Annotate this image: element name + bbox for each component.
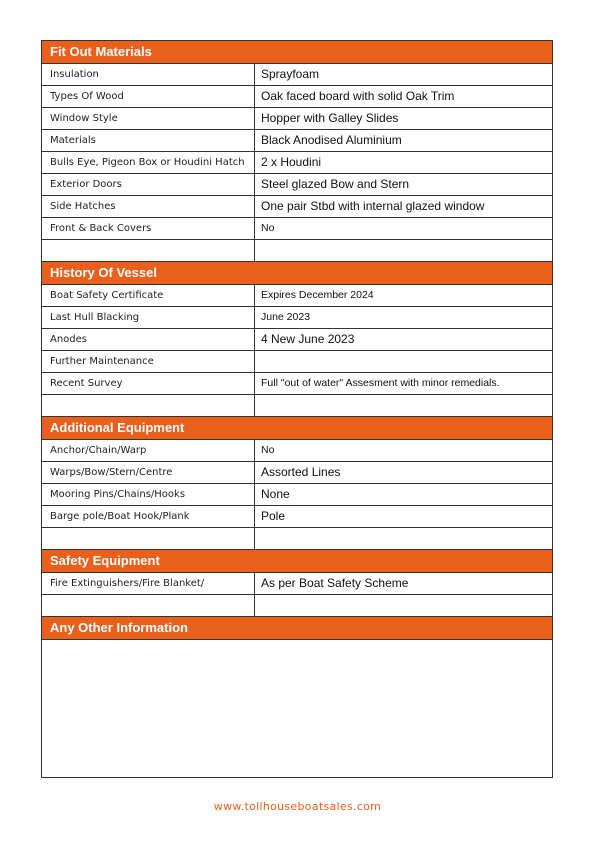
row-value: [255, 595, 552, 616]
table-row: [42, 351, 552, 373]
table-row: [42, 152, 552, 174]
row-label: Fire Extinguishers/Fire Blanket/: [42, 573, 255, 594]
website-url: www.tollhouseboatsales.com: [213, 800, 382, 813]
row-value: [255, 351, 552, 372]
table-row: [42, 462, 552, 484]
row-value: Oak faced board with solid Oak Trim: [261, 89, 455, 103]
row-label: Side Hatches: [42, 196, 255, 217]
row-label: [42, 395, 255, 416]
section-header-additional: Additional Equipment: [42, 417, 552, 440]
row-value: [255, 240, 552, 261]
row-label: Further Maintenance: [42, 351, 255, 372]
row-value: As per Boat Safety Scheme: [261, 576, 409, 590]
row-label: Types Of Wood: [42, 86, 255, 107]
section-header-fit-out: Fit Out Materials: [42, 41, 552, 64]
table-row: [42, 218, 552, 240]
row-label: Barge pole/Boat Hook/Plank: [42, 506, 255, 527]
row-value: Hopper with Galley Slides: [261, 111, 399, 125]
row-label: Insulation: [42, 64, 255, 85]
table-row: [42, 86, 552, 108]
row-value: Black Anodised Aluminium: [261, 133, 402, 147]
table-row: [42, 329, 552, 351]
row-label: Anchor/Chain/Warp: [42, 440, 255, 461]
table-row: [42, 595, 552, 617]
row-value: No: [261, 222, 275, 234]
row-value: 2 x Houdini: [261, 155, 322, 169]
section-header-history: History Of Vessel: [42, 262, 552, 285]
row-value: One pair Stbd with internal glazed window: [261, 199, 485, 213]
row-label: Recent Survey: [42, 373, 255, 394]
table-row: [42, 64, 552, 86]
row-label: Window Style: [42, 108, 255, 129]
row-value: [255, 395, 552, 416]
row-value: June 2023: [261, 311, 311, 323]
row-label: Front & Back Covers: [42, 218, 255, 239]
section-header-other: Any Other Information: [42, 617, 552, 640]
table-row: [42, 196, 552, 218]
other-information-box: [42, 640, 552, 777]
row-label: [42, 595, 255, 616]
section-header-safety: Safety Equipment: [42, 550, 552, 573]
table-row: [42, 528, 552, 550]
table-row: [42, 307, 552, 329]
row-value: No: [261, 444, 275, 456]
row-label: Materials: [42, 130, 255, 151]
table-row: [42, 285, 552, 307]
table-row: [42, 440, 552, 462]
row-value: Assorted Lines: [261, 465, 341, 479]
row-value: None: [261, 487, 290, 501]
table-row: [42, 395, 552, 417]
table-row: [42, 108, 552, 130]
row-label: [42, 528, 255, 549]
row-label: Mooring Pins/Chains/Hooks: [42, 484, 255, 505]
table-row: [42, 240, 552, 262]
row-value: Expires December 2024: [261, 289, 374, 301]
row-label: [42, 240, 255, 261]
row-value: Sprayfoam: [261, 67, 320, 81]
row-label: Boat Safety Certificate: [42, 285, 255, 306]
row-value: Pole: [261, 509, 286, 523]
row-value: Full "out of water" Assesment with minor remedials.: [261, 377, 500, 389]
table-row: [42, 506, 552, 528]
row-label: Last Hull Blacking: [42, 307, 255, 328]
row-label: Bulls Eye, Pigeon Box or Houdini Hatch: [42, 152, 255, 173]
table-row: [42, 130, 552, 152]
table-row: [42, 174, 552, 196]
row-label: Warps/Bow/Stern/Centre: [42, 462, 255, 483]
row-label: Exterior Doors: [42, 174, 255, 195]
table-row: [42, 573, 552, 595]
row-value: 4 New June 2023: [261, 332, 355, 346]
spec-sheet: [41, 40, 553, 778]
row-value: [255, 528, 552, 549]
table-row: [42, 373, 552, 395]
row-label: Anodes: [42, 329, 255, 350]
row-value: Steel glazed Bow and Stern: [261, 177, 410, 191]
table-row: [42, 484, 552, 506]
